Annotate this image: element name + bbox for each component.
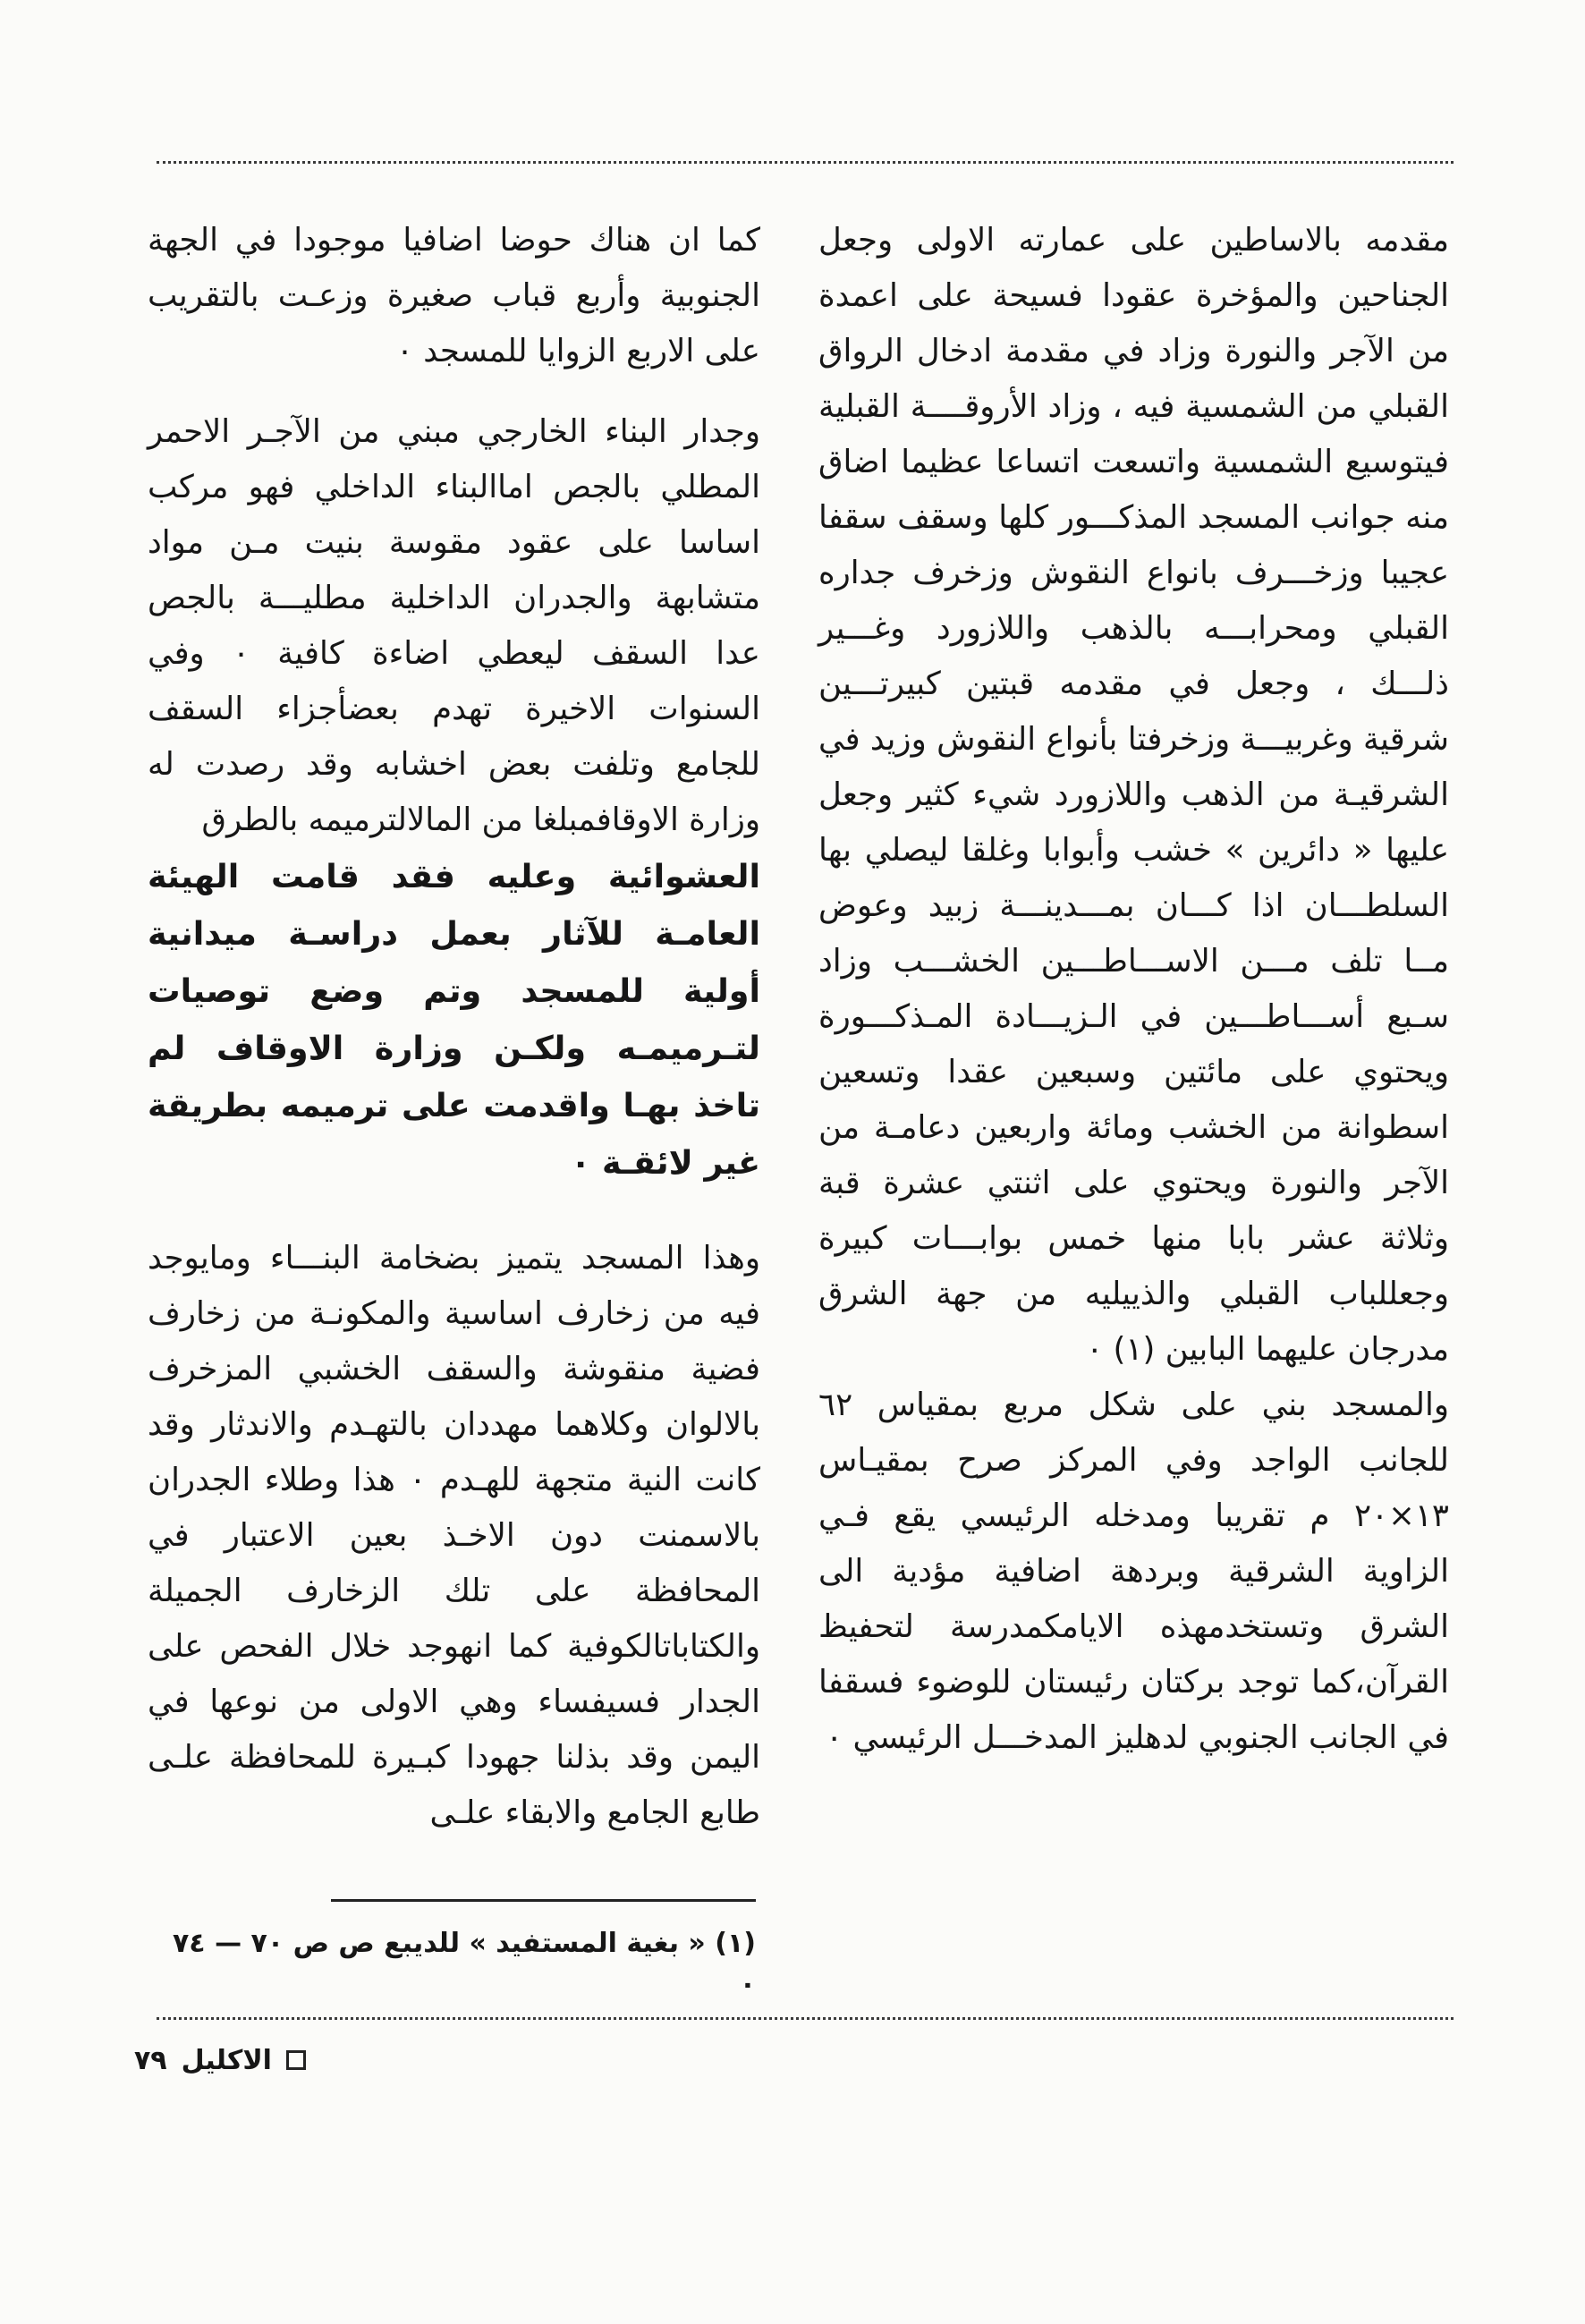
magazine-name: الاكليل	[181, 2044, 272, 2076]
square-bullet-icon	[286, 2050, 306, 2070]
footnote-divider	[331, 1899, 756, 1902]
left-paragraph-3: وهذا المسجد يتميز بضخامة البنـــاء ومايوجد فيه من زخارف اساسية والمكونـة من زخارف فضية منقوشة والسقف الخشبي المزخرف بالالوان وكلاهما مهددان بالتهـدم والاندثار وقد كانت النية متجهة للهـدم ٠ هذا وطلاء الجدران بالاسمنت دون الاخـذ بعين الاعتبار في المحافظة على تلك الزخارف الجميلة والكتاباتالكوفية كما انهوجد خلال الفحص على الجدار فسيفساء وهي الاولى من نوعها في اليمن وقد بذلنا جهودا كبـيرة للمحافظة علـى طابع الجامع والابقاء علـى	[148, 1240, 760, 1831]
page-number: ٧٩	[134, 2044, 167, 2076]
bottom-dotted-divider	[157, 2017, 1454, 2020]
paragraph-gap	[148, 1192, 760, 1231]
footnote: (١) « بغية المستفيد » للديبع ص ص ٧٠ — ٧٤ ٠	[173, 1928, 756, 2000]
right-paragraph-1: مقدمه بالاساطين على عمارته الاولى وجعل الجناحين والمؤخرة عقودا فسيحة على اعمدة من الآجر والنورة وزاد في مقدمة ادخال الرواق القبلي من الشمسية فيه ، وزاد الأروقــــة القبلية فيتوسيع الشمسية واتسعت اتساعا عظيما اضاق منه جوانب المسجد المذكـــور كلها وسقف سقفا عجيبا وزخـــرف بانواع النقوش وزخرف جداره القبلي ومحرابـــه بالذهب واللازورد وغـــير ذلـــك ، وجعل في مقدمه قبتين كبيرتـــين شرقية وغربيـــة وزخرفتا بأنواع النقوش وزيد في الشرقيـة من الذهب واللازورد شيء كثير وجعل عليها « دائرين » خشب وأبوابا وغلقا ليصلي بها السلطـــان اذا كـــان بمـــدينـــة زبيد وعوض مــا تلف مـــن الاســـاطـــين الخشـــب وزاد سـبع أســـاطـــين في الـزيـــادة المـذكـــورة ويحتوي على مائتين وسبعين عقدا وتسعين اسطوانة من الخشب ومائة واربعين دعامـة من الآجر والنورة ويحتوي على اثنتي عشرة قبة وثلاثة عشر بابا منها خمس بوابـــات كبيرة وجعللباب القبلي والذييليه من جهة الشرق مدرجان عليهما البابين (١) ٠	[818, 222, 1449, 1368]
left-paragraph-2-bold: العشوائية وعليه فقد قامت الهيئة العامـة للآثار بعمل دراسـة ميدانية أولية للمسجد وتم وضع توصيات لتـرميمـه ولكـن وزارة الاوقاف لم تاخذ بهـا واقدمت على ترميمه بطريقة غير لائقـة ٠	[148, 857, 760, 1182]
paragraph-gap	[148, 379, 760, 404]
left-paragraph-2: وجدار البناء الخارجي مبني من الآجـر الاحمر المطلي بالجص اماالبناء الداخلي فهو مركب اساسا على عقود مقوسة بنيت مـن مواد متشابهة والجدران الداخلية مطليـــة بالجص عدا السقف ليعطي اضاءة كافية ٠ وفي السنوات الاخيرة تهدم بعضأجزاء السقف للجامع وتلفت بعض اخشابه وقد رصدت له وزارة الاوقافمبلغا من المالالترميمه بالطرق	[148, 413, 760, 838]
page-footer	[134, 2042, 306, 2078]
left-text-column	[148, 213, 760, 1841]
right-text-column	[818, 213, 1449, 1766]
left-paragraph-1: كما ان هناك حوضا اضافيا موجودا في الجهة الجنوبية وأربع قباب صغيرة وزعـت بالتقريب على الاربع الزوايا للمسجد ٠	[148, 222, 760, 369]
top-dotted-divider	[157, 161, 1454, 164]
right-paragraph-2: والمسجد بني على شكل مربع بمقياس ٦٢ للجانب الواجد وفي المركز صرح بمقيـاس ١٣×٢٠ م تقريبا ومدخله الرئيسي يقع فـي الزاوية الشرقية وبردهة اضافية مؤدية الى الشرق وتستخدمهذه الايامكمدرسة لتحفيظ القرآن،كما توجد بركتان رئيستان للوضوء فسقفا في الجانب الجنوبي لدهليز المدخـــل الرئيسي ٠	[818, 1387, 1449, 1756]
